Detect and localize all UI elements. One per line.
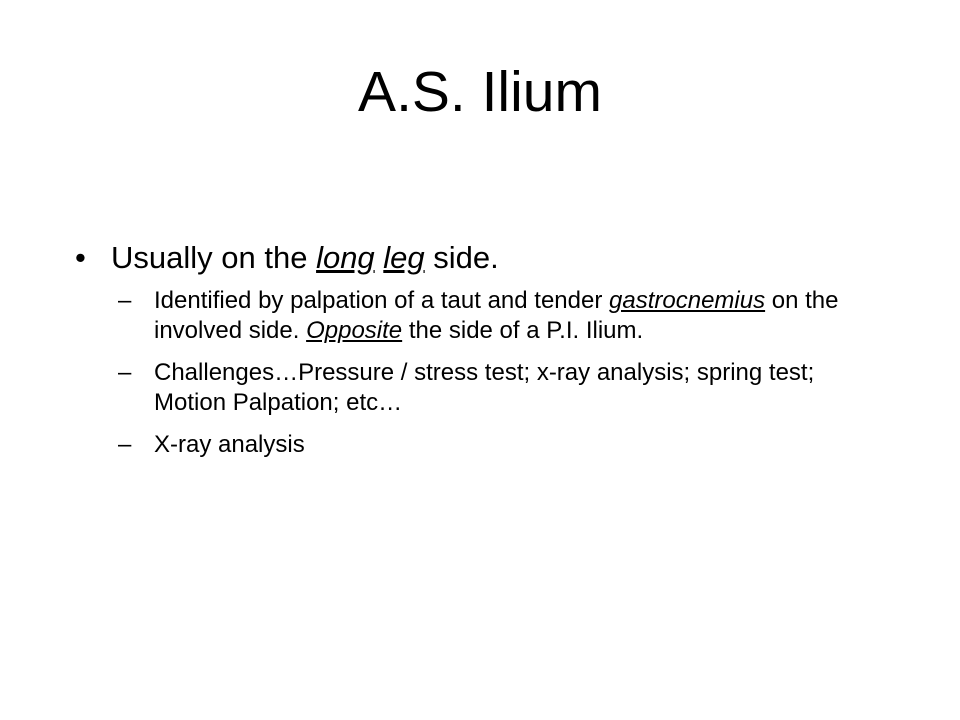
text: Identified by palpation of a taut and tender [154, 287, 610, 314]
sub-bullet-marker: – [118, 359, 132, 386]
emphasis-opposite: Opposite [306, 317, 403, 344]
sub-bullet-item [72, 430, 892, 460]
sub-bullet-marker: – [118, 431, 132, 458]
sub-bullet-marker: – [118, 287, 132, 314]
text: Usually on the [111, 240, 317, 275]
bullet-item [72, 238, 892, 278]
text: Challenges…Pressure / stress test; x-ray analysis; spring test; Motion Palpation; etc… [154, 359, 815, 416]
bullet-marker: • [75, 240, 86, 275]
text [375, 240, 384, 275]
emphasis-leg: leg [383, 240, 425, 275]
sub-bullet-item [72, 286, 892, 346]
text: the side of a P.I. Ilium. [402, 317, 644, 344]
text: side. [424, 240, 499, 275]
slide-title: A.S. Ilium [358, 60, 602, 124]
emphasis-gastrocnemius: gastrocnemius [609, 287, 766, 314]
emphasis-long: long [316, 240, 375, 275]
slide-body [72, 238, 892, 472]
text: X-ray analysis [154, 431, 305, 458]
sub-bullet-item [72, 358, 892, 418]
text: on the involved side. [154, 287, 839, 344]
